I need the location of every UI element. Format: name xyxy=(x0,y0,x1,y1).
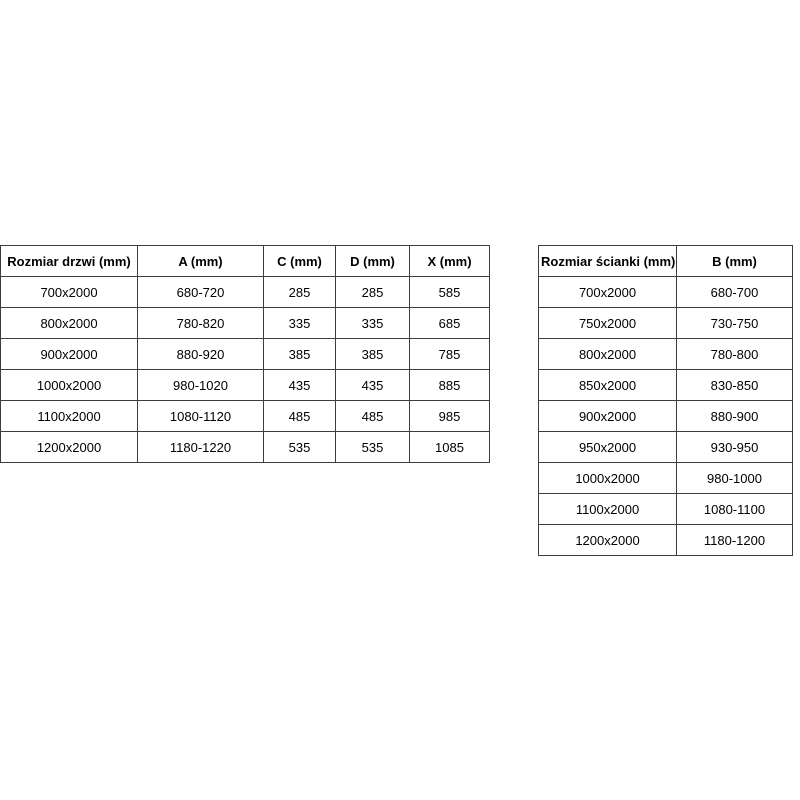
table-row xyxy=(1,370,490,401)
table-cell: 980-1000 xyxy=(677,463,793,494)
table-cell: 880-920 xyxy=(138,339,264,370)
wall-sizes-table xyxy=(538,245,793,556)
column-header: X (mm) xyxy=(410,246,490,277)
header-row xyxy=(1,246,490,277)
table-row xyxy=(539,277,793,308)
table-cell: 1180-1220 xyxy=(138,432,264,463)
table-cell: 535 xyxy=(336,432,410,463)
table-cell: 680-720 xyxy=(138,277,264,308)
table-cell: 1100x2000 xyxy=(539,494,677,525)
table-cell: 680-700 xyxy=(677,277,793,308)
table-cell: 485 xyxy=(336,401,410,432)
table-row xyxy=(539,463,793,494)
column-header: D (mm) xyxy=(336,246,410,277)
table-cell: 485 xyxy=(264,401,336,432)
table-row xyxy=(1,432,490,463)
table-cell: 800x2000 xyxy=(539,339,677,370)
table-cell: 1200x2000 xyxy=(539,525,677,556)
table-cell: 535 xyxy=(264,432,336,463)
table-cell: 785 xyxy=(410,339,490,370)
table-cell: 435 xyxy=(336,370,410,401)
column-header: Rozmiar ścianki (mm) xyxy=(539,246,677,277)
table-row xyxy=(1,308,490,339)
column-header: B (mm) xyxy=(677,246,793,277)
table-cell: 730-750 xyxy=(677,308,793,339)
column-header: C (mm) xyxy=(264,246,336,277)
table-cell: 750x2000 xyxy=(539,308,677,339)
table-row xyxy=(539,432,793,463)
table-cell: 900x2000 xyxy=(539,401,677,432)
table-cell: 1100x2000 xyxy=(1,401,138,432)
table-cell: 435 xyxy=(264,370,336,401)
table-cell: 1080-1100 xyxy=(677,494,793,525)
table-cell: 585 xyxy=(410,277,490,308)
table-cell: 850x2000 xyxy=(539,370,677,401)
table-cell: 385 xyxy=(336,339,410,370)
table-cell: 685 xyxy=(410,308,490,339)
table-cell: 1180-1200 xyxy=(677,525,793,556)
table-row xyxy=(539,339,793,370)
table-cell: 780-800 xyxy=(677,339,793,370)
table-cell: 800x2000 xyxy=(1,308,138,339)
table-cell: 930-950 xyxy=(677,432,793,463)
table-cell: 900x2000 xyxy=(1,339,138,370)
table-cell: 830-850 xyxy=(677,370,793,401)
table-cell: 285 xyxy=(336,277,410,308)
table-row xyxy=(539,370,793,401)
table-cell: 980-1020 xyxy=(138,370,264,401)
table-cell: 285 xyxy=(264,277,336,308)
door-sizes-table xyxy=(0,245,490,463)
table-cell: 385 xyxy=(264,339,336,370)
table-cell: 1000x2000 xyxy=(1,370,138,401)
table-row xyxy=(1,401,490,432)
table-cell: 335 xyxy=(264,308,336,339)
column-header: Rozmiar drzwi (mm) xyxy=(1,246,138,277)
table-cell: 700x2000 xyxy=(1,277,138,308)
table-cell: 885 xyxy=(410,370,490,401)
table-row xyxy=(539,494,793,525)
table-row xyxy=(539,308,793,339)
table-cell: 1085 xyxy=(410,432,490,463)
table-row xyxy=(1,339,490,370)
table-cell: 1000x2000 xyxy=(539,463,677,494)
table-cell: 1200x2000 xyxy=(1,432,138,463)
table-cell: 950x2000 xyxy=(539,432,677,463)
column-header: A (mm) xyxy=(138,246,264,277)
table-row xyxy=(539,525,793,556)
header-row xyxy=(539,246,793,277)
table-cell: 780-820 xyxy=(138,308,264,339)
table-cell: 880-900 xyxy=(677,401,793,432)
table-cell: 700x2000 xyxy=(539,277,677,308)
table-row xyxy=(539,401,793,432)
table-cell: 335 xyxy=(336,308,410,339)
table-cell: 985 xyxy=(410,401,490,432)
table-cell: 1080-1120 xyxy=(138,401,264,432)
table-row xyxy=(1,277,490,308)
